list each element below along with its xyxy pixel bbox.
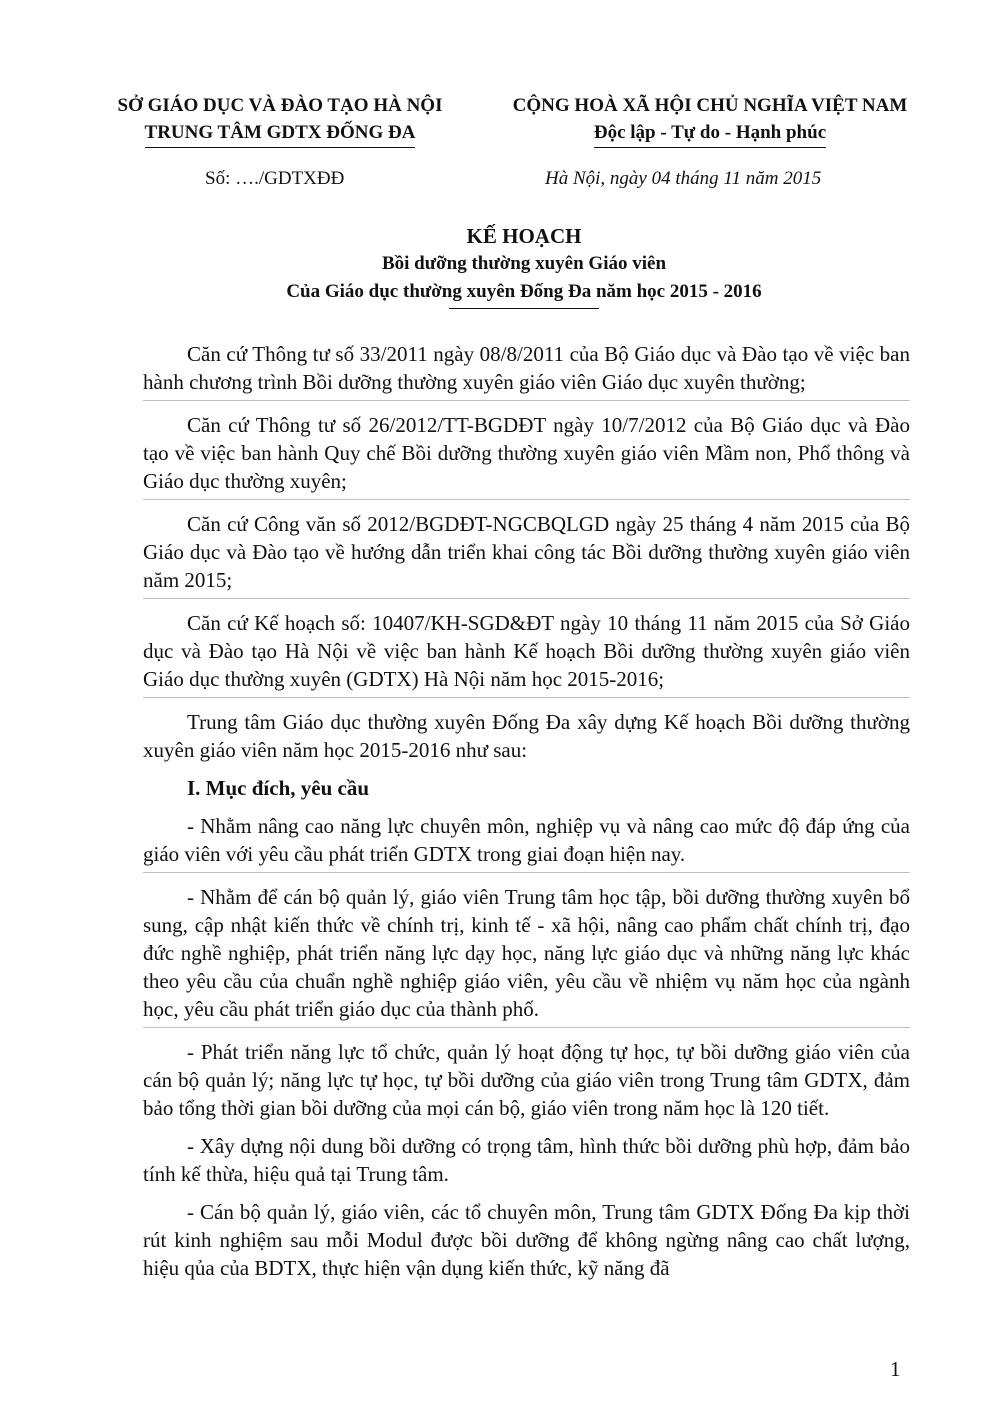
document-title <box>100 222 948 309</box>
bullet-1: - Nhằm nâng cao năng lực chuyên môn, nghiệp vụ và nâng cao mức độ đáp ứng của giáo viên với yêu cầu phát triển GDTX trong giai đoạn hiện nay. <box>143 812 910 873</box>
paragraph-basis-2: Căn cứ Thông tư số 26/2012/TT-BGDĐT ngày 10/7/2012 của Bộ Giáo dục và Đào tạo về việc ban hành Quy chế Bồi dưỡng thường xuyên giáo viên Mầm non, Phổ thông và Giáo dục thường xuyên; <box>143 411 910 500</box>
document-body <box>143 340 910 1292</box>
section-heading-1: I. Mục đích, yêu cầu <box>187 776 370 800</box>
document-number: Số: …./GDTXĐĐ <box>205 168 345 189</box>
motto: Độc lập - Tự do - Hạnh phúc <box>594 119 826 148</box>
bullet-5: - Cán bộ quản lý, giáo viên, các tổ chuyên môn, Trung tâm GDTX Đống Đa kịp thời rút kinh nghiệm sau mỗi Modul được bồi dưỡng để không ngừng nâng cao chất lượng, hiệu qủa của BDTX, thực hiện vận dụng kiến thức, kỹ năng đã <box>143 1200 910 1280</box>
page-number: 1 <box>890 1357 901 1381</box>
bullet-2: - Nhằm để cán bộ quản lý, giáo viên Trung tâm học tập, bồi dưỡng thường xuyên bổ sung, cập nhật kiến thức về chính trị, kinh tế - xã hội, nâng cao phẩm chất chính trị, đạo đức nghề nghiệp, phát triển năng lực dạy học, năng lực giáo dục và những năng lực khác theo yêu cầu của chuẩn nghề nghiệp giáo viên, yêu cầu về nhiệm vụ năm học của ngành học, yêu cầu phát triển giáo dục của thành phố. <box>143 883 910 1028</box>
country-name: CỘNG HOÀ XÃ HỘI CHỦ NGHĨA VIỆT NAM <box>512 95 908 116</box>
title-underline <box>449 308 599 309</box>
paragraph-basis-4: Căn cứ Kế hoạch số: 10407/KH-SGD&ĐT ngày 10 tháng 11 năm 2015 của Sở Giáo dục và Đào tạo Hà Nội về việc ban hành Kế hoạch Bồi dưỡng thường xuyên giáo viên Giáo dục thường xuyên (GDTX) Hà Nội năm học 2015-2016; <box>143 609 910 698</box>
title-line-2: Bồi dưỡng thường xuyên Giáo viên <box>381 253 667 274</box>
title-line-3: Của Giáo dục thường xuyên Đống Đa năm học 2015 - 2016 <box>286 281 762 302</box>
title-line-1: KẾ HOẠCH <box>466 224 582 248</box>
bullet-3: - Phát triển năng lực tổ chức, quản lý hoạt động tự học, tự bồi dưỡng giáo viên của cán bộ quản lý; năng lực tự học, tự bồi dưỡng của giáo viên trong Trung tâm GDTX, đảm bảo tổng thời gian bồi dưỡng của mọi cán bộ, giáo viên trong năm học là 120 tiết. <box>143 1040 910 1120</box>
bullet-4: - Xây dựng nội dung bồi dưỡng có trọng tâm, hình thức bồi dưỡng phù hợp, đảm bảo tính kế thừa, hiệu quả tại Trung tâm. <box>143 1134 910 1186</box>
issuing-agency-header <box>100 92 460 148</box>
center-name: TRUNG TÂM GDTX ĐỐNG ĐA <box>145 119 416 148</box>
place-date: Hà Nội, ngày 04 tháng 11 năm 2015 <box>545 168 822 189</box>
paragraph-intro: Trung tâm Giáo dục thường xuyên Đống Đa xây dựng Kế hoạch Bồi dưỡng thường xuyên giáo viên năm học 2015-2016 như sau: <box>143 710 910 762</box>
paragraph-basis-3: Căn cứ Công văn số 2012/BGDĐT-NGCBQLGD ngày 25 tháng 4 năm 2015 của Bộ Giáo dục và Đào tạo về hướng dẫn triển khai công tác Bồi dưỡng thường xuyên giáo viên năm 2015; <box>143 510 910 599</box>
paragraph-basis-1: Căn cứ Thông tư số 33/2011 ngày 08/8/2011 của Bộ Giáo dục và Đào tạo về việc ban hành chương trình Bồi dưỡng thường xuyên giáo viên Giáo dục xuyên thường; <box>143 340 910 401</box>
national-motto-header <box>480 92 940 148</box>
agency-name: SỞ GIÁO DỤC VÀ ĐÀO TẠO HÀ NỘI <box>117 95 443 116</box>
